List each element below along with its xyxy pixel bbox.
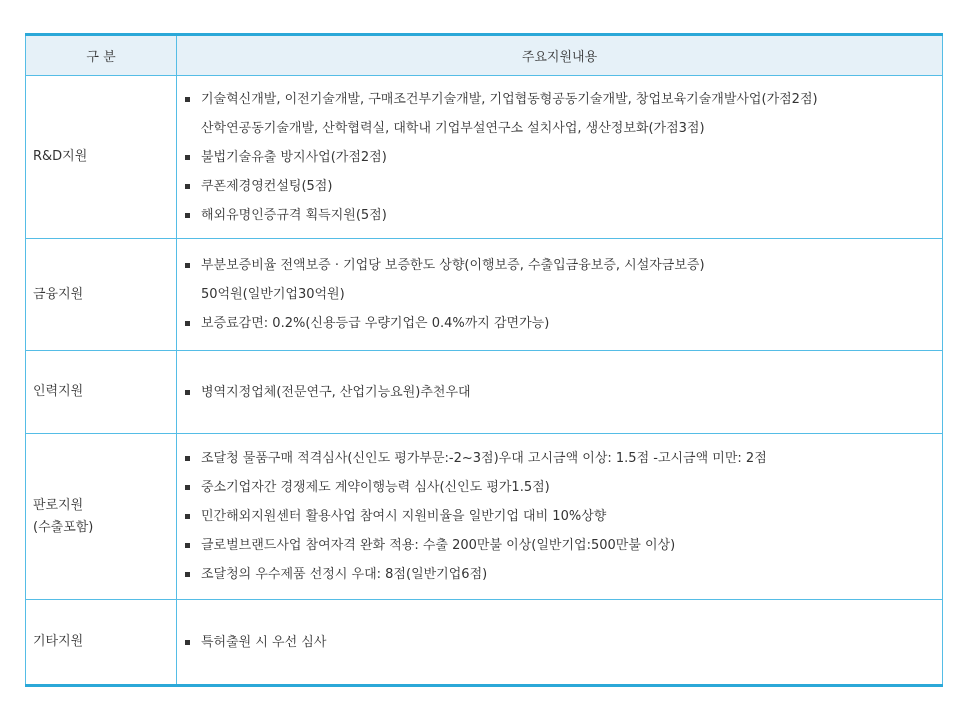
- square-bullet-icon: [185, 572, 190, 577]
- list-item: [184, 85, 938, 143]
- category-label: 금융지원: [33, 286, 84, 302]
- bullet-list: [184, 378, 938, 407]
- item-text: 민간해외지원센터 활용사업 참여시 지원비율을 일반기업 대비 10%상향: [201, 509, 607, 524]
- square-bullet-icon: [185, 640, 190, 645]
- list-item: [184, 251, 938, 309]
- table-row: [26, 600, 943, 686]
- support-table: [25, 33, 943, 687]
- item-text: 기술혁신개발, 이전기술개발, 구매조건부기술개발, 기업협동형공동기술개발, 창업보육기술개발사업(가점2점): [201, 91, 818, 107]
- item-text: 글로벌브랜드사업 참여자격 완화 적용: 수출 200만불 이상(일반기업:500만불 이상): [201, 538, 676, 553]
- table-header: [26, 35, 943, 76]
- bullet-list: [184, 444, 938, 589]
- item-text: 해외유명인증규격 획득지원(5점): [201, 207, 387, 223]
- bullet-list: [184, 251, 938, 338]
- item-text: 병역지정업체(전문연구, 산업기능요원)추천우대: [201, 384, 471, 400]
- bullet-list: [184, 628, 938, 657]
- item-text: 50억원(일반기업30억원): [201, 287, 345, 302]
- category-label: 기타지원: [33, 634, 84, 649]
- item-text: 쿠폰제경영컨설팅(5점): [201, 178, 333, 194]
- square-bullet-icon: [185, 184, 190, 189]
- category-cell: [26, 351, 177, 434]
- content-cell: [177, 76, 943, 239]
- table-row: [26, 239, 943, 351]
- header-row: [26, 35, 943, 76]
- category-cell: [26, 434, 177, 600]
- square-bullet-icon: [185, 155, 190, 160]
- list-item: [184, 444, 938, 473]
- item-text: 산학연공동기술개발, 산학협력실, 대학내 기업부설연구소 설치사업, 생산정보화(가점3점): [201, 120, 705, 136]
- item-text: 조달청 물품구매 적격심사(신인도 평가부문:-2~3점)우대 고시금액 이상: 1.5점 -고시금액 미만: 2점: [201, 451, 767, 466]
- square-bullet-icon: [185, 485, 190, 490]
- square-bullet-icon: [185, 213, 190, 218]
- header-category: 구 분: [26, 35, 177, 76]
- item-text: 특허출원 시 우선 심사: [201, 634, 327, 650]
- category-cell: [26, 76, 177, 239]
- table-row: [26, 351, 943, 434]
- item-text: 중소기업자간 경쟁제도 계약이행능력 심사(신인도 평가1.5점): [201, 480, 550, 495]
- table-row: [26, 76, 943, 239]
- list-item: [184, 143, 938, 172]
- item-text: 조달청의 우수제품 선정시 우대: 8점(일반기업6점): [201, 567, 488, 582]
- list-item: [184, 560, 938, 589]
- content-cell: [177, 239, 943, 351]
- item-text: 불법기술유출 방지사업(가점2점): [201, 149, 387, 165]
- list-item: [184, 309, 938, 338]
- category-label: R&D지원: [33, 149, 88, 164]
- item-text: 부분보증비율 전액보증 · 기업당 보증한도 상향(이행보증, 수출입금융보증, 시설자금보증): [201, 258, 705, 273]
- square-bullet-icon: [185, 514, 190, 519]
- table-row: [26, 434, 943, 600]
- square-bullet-icon: [185, 456, 190, 461]
- list-item: [184, 378, 938, 407]
- square-bullet-icon: [185, 321, 190, 326]
- table-body: [26, 76, 943, 686]
- bullet-list: [184, 85, 938, 230]
- list-item: [184, 502, 938, 531]
- content-cell: [177, 434, 943, 600]
- list-item: [184, 201, 938, 230]
- category-cell: [26, 239, 177, 351]
- list-item: [184, 628, 938, 657]
- content-cell: [177, 351, 943, 434]
- category-label: 인력지원: [33, 384, 84, 399]
- item-text: 보증료감면: 0.2%(신용등급 우량기업은 0.4%까지 감면가능): [201, 316, 550, 331]
- list-item: [184, 473, 938, 502]
- category-cell: [26, 600, 177, 686]
- list-item: [184, 172, 938, 201]
- square-bullet-icon: [185, 390, 190, 395]
- content-cell: [177, 600, 943, 686]
- category-label: 판로지원: [33, 497, 84, 513]
- list-item: [184, 531, 938, 560]
- square-bullet-icon: [185, 263, 190, 268]
- square-bullet-icon: [185, 543, 190, 548]
- category-label: (수출포함): [33, 519, 94, 535]
- header-content: 주요지원내용: [177, 35, 943, 76]
- square-bullet-icon: [185, 97, 190, 102]
